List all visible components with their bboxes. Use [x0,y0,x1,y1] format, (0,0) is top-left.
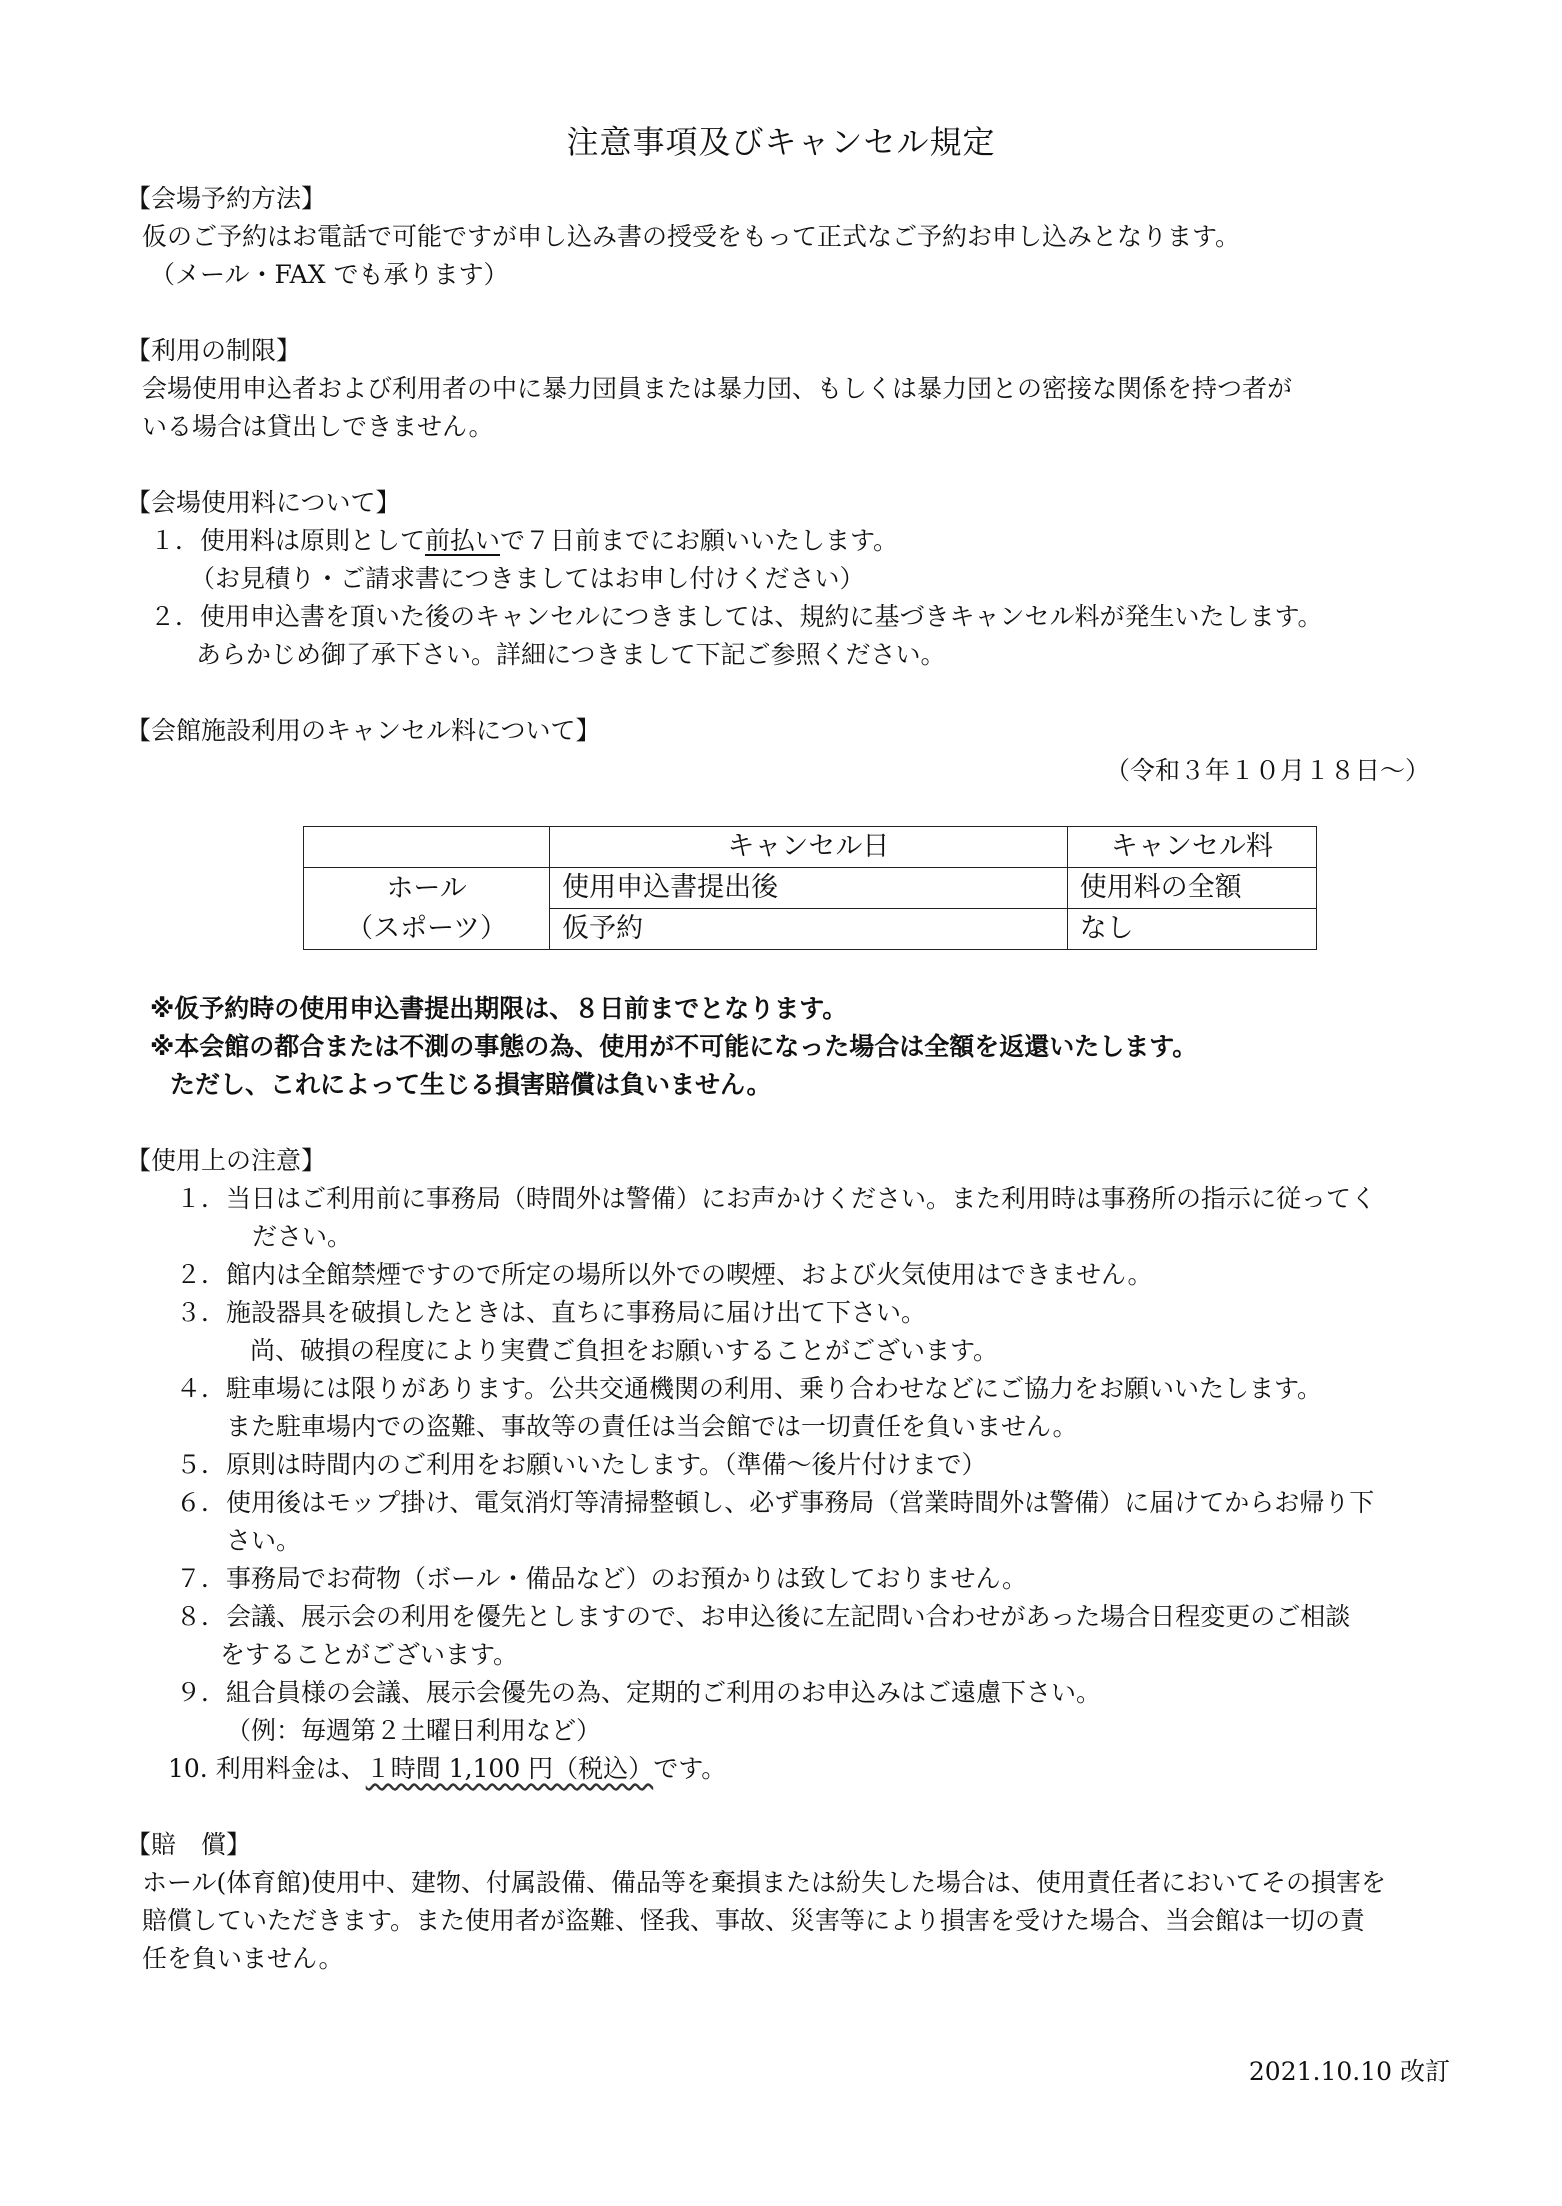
restriction-heading: 【利用の制限】 [126,336,302,365]
restriction-line: いる場合は貸出しできません。 [142,412,494,441]
table-header-blank [304,827,550,868]
cancel-note: ※本会館の都合または不測の事態の為、使用が不可能になった場合は全額を返還いたします。 [150,1032,1198,1061]
usage-line: 尚、破損の程度により実費ご負担をお願いすることがございます。 [250,1336,999,1365]
table-row [304,868,1317,909]
usage-heading: 【使用上の注意】 [126,1146,327,1175]
cancel-note: ただし、これによって生じる損害賠償は負いません。 [170,1070,772,1099]
usage-line: ５．原則は時間内のご利用をお願いいたします。（準備～後片付けまで） [176,1450,987,1479]
usage-line: ださい。 [252,1222,353,1251]
compensation-line: 任を負いません。 [142,1944,344,1973]
table-cell-fee: なし [1067,909,1316,950]
usage-line: ６．使用後はモップ掛け、電気消灯等清掃整頓し、必ず事務局（営業時間外は警備）に届けてからお帰り下 [176,1488,1375,1517]
fee-heading: 【会場使用料について】 [126,488,401,517]
usage-line: （例：毎週第２土曜日利用など） [226,1716,602,1745]
usage-item-10-underlined: １時間 1,100 円（税込） [365,1754,654,1783]
fee-item-1-text-end: で７日前までにお願いいたします。 [500,526,899,555]
fee-item-1-underlined: 前払い [425,526,501,555]
usage-line: また駐車場内での盗難、事故等の責任は当会館では一切責任を負いません。 [226,1412,1078,1441]
fee-item-1 [150,522,898,560]
compensation-line: 賠償していただきます。また使用者が盗難、怪我、事故、災害等により損害を受けた場合、当会館は一切の責 [142,1906,1366,1935]
reservation-line: （メール・FAX でも承ります） [150,260,509,289]
cancel-effective-date: （令和３年１０月１８日～） [1104,756,1430,785]
page-title: 注意事項及びキャンセル規定 [566,123,996,161]
compensation-line: ホール(体育館)使用中、建物、付属設備、備品等を棄損または紛失した場合は、使用責任者においてその損害を [142,1868,1387,1897]
usage-item-10-text-end: です。 [653,1754,727,1783]
fee-item-2-sub: あらかじめ御了承下さい。詳細につきまして下記ご参照ください。 [196,640,946,669]
usage-line: ９．組合員様の会議、展示会優先の為、定期的ご利用のお申込みはご遠慮下さい。 [176,1678,1102,1707]
usage-line: ３．施設器具を破損したときは、直ちに事務局に届け出て下さい。 [176,1298,927,1327]
facility-line: ホール [386,872,467,904]
table-cell-facility [304,868,550,950]
usage-line: １．当日はご利用前に事務局（時間外は警備）にお声かけください。また利用時は事務所の指示に従ってく [176,1184,1377,1213]
reservation-heading: 【会場予約方法】 [126,184,327,213]
compensation-heading: 【賠 償】 [126,1830,252,1859]
restriction-line: 会場使用申込者および利用者の中に暴力団員または暴力団、もしくは暴力団との密接な関係を持つ者が [142,374,1293,403]
cancel-heading: 【会館施設利用のキャンセル料について】 [126,716,601,745]
table-cell-day: 使用申込書提出後 [550,868,1068,909]
table-cell-fee: 使用料の全額 [1067,868,1316,909]
usage-line: さい。 [226,1526,302,1555]
facility-line: （スポーツ） [346,912,508,944]
usage-line: をすることがございます。 [220,1640,519,1669]
fee-item-2: ２．使用申込書を頂いた後のキャンセルにつきましては、規約に基づきキャンセル料が発生いたします。 [150,602,1323,631]
usage-item-10-text: 10. 利用料金は、 [168,1754,366,1783]
table-cell-day: 仮予約 [550,909,1068,950]
revision-date: 2021.10.10 改訂 [1248,2057,1450,2086]
fee-item-1-sub: （お見積り・ご請求書につきましてはお申し付けください） [190,564,865,593]
usage-line: ２．館内は全館禁煙ですので所定の場所以外での喫煙、および火気使用はできません。 [176,1260,1153,1289]
usage-line: ７．事務局でお荷物（ボール・備品など）のお預かりは致しておりません。 [176,1564,1028,1593]
usage-line: ４．駐車場には限りがあります。公共交通機関の利用、乗り合わせなどにご協力をお願いいたします。 [176,1374,1323,1403]
table-header-fee: キャンセル料 [1067,827,1316,868]
fee-item-1-text: １．使用料は原則として [150,526,426,555]
reservation-line: 仮のご予約はお電話で可能ですが申し込み書の授受をもって正式なご予約お申し込みとなります。 [142,222,1241,251]
cancel-note: ※仮予約時の使用申込書提出期限は、８日前までとなります。 [150,994,848,1023]
cancel-fee-table [303,826,1317,950]
table-header-day: キャンセル日 [550,827,1068,868]
table-header-row [304,827,1317,868]
usage-item-10 [168,1750,726,1788]
usage-line: ８．会議、展示会の利用を優先としますので、お申込後に左記問い合わせがあった場合日程変更のご相談 [176,1602,1351,1631]
